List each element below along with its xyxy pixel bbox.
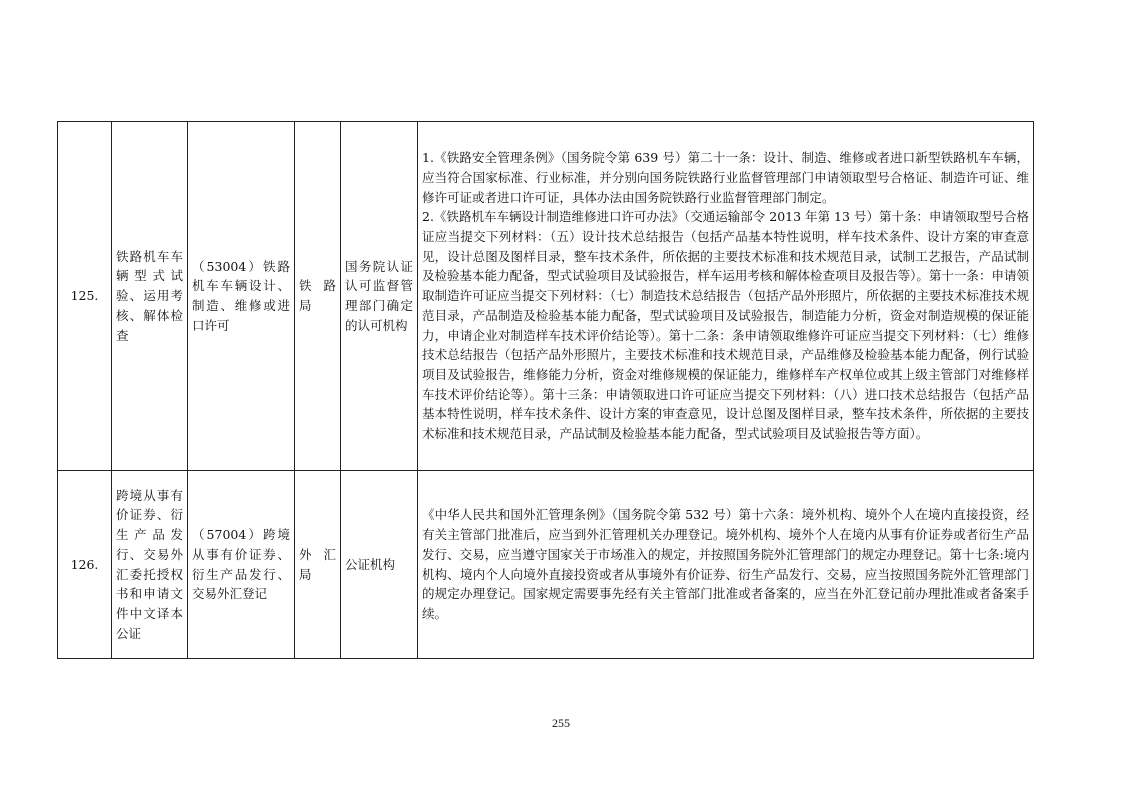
department: 外汇局 [295,471,341,659]
service-provider: 国务院认证认可监督管理部门确定的认可机构 [341,122,418,471]
items-table [57,121,1034,659]
row-number: 125. [58,122,112,471]
approval-item: （57004）跨境从事有价证券、衍生产品发行、交易外汇登记 [188,471,295,659]
table-row [58,471,1034,659]
service-name: 铁路机车车辆型式试验、运用考核、解体检查 [112,122,188,471]
service-provider: 公证机构 [341,471,418,659]
legal-basis [418,471,1034,659]
page-number: 255 [552,716,570,730]
table-row [58,122,1034,471]
row-number: 126. [58,471,112,659]
service-name: 跨境从事有价证券、衍生产品发行、交易外汇委托授权书和申请文件中文译本公证 [112,471,188,659]
legal-basis [418,122,1034,471]
legal-basis-paragraph: 2.《铁路机车车辆设计制造维修进口许可办法》（交通运输部令 2013 年第 13 号）第十条：申请领取型号合格证应当提交下列材料：（五）设计技术总结报告（包括产品基本特性说明，样车技术条件、设计方案的审查意见，设计总图及图样目录，整车技术条件，所依据的主要技术标准和技术规范目录，试制工艺报告，产品试制及检验基本能力配备，型式试验项目及试验报告，样车运用考核和解体检查项目及报告等）。第十一条：申请领取制造许可证应当提交下列材料：（七）制造技术总结报告（包括产品外形照片，所依据的主要技术标准技术规范目录，产品制造及检验基本能力配备，型式试验项目及试验报告，制造能力分析，资金对制造规模的保证能力，申请企业对制造样车技术评价结论等）。第十二条：条申请领取维修许可证应当提交下列材料：（七）维修技术总结报告（包括产品外形照片，主要技术标准和技术规范目录，产品维修及检验基本能力配备，例行试验项目及试验报告，维修能力分析，资金对维修规模的保证能力，维修样车产权单位或其上级主管部门对维修样车技术评价结论等）。第十三条：申请领取进口许可证应当提交下列材料：（八）进口技术总结报告（包括产品基本特性说明，样车技术条件、设计方案的审查意见，设计总图及图样目录，整车技术条件，所依据的主要技术标准和技术规范目录，产品试制及检验基本能力配备，型式试验项目及试验报告等方面）。 [422,209,1029,442]
department: 铁路局 [295,122,341,471]
legal-basis-paragraph: 1.《铁路安全管理条例》（国务院令第 639 号）第二十一条：设计、制造、维修或者进口新型铁路机车车辆，应当符合国家标准、行业标准，并分别向国务院铁路行业监督管理部门申请领取型号合格证、制造许可证、维修许可证或者进口许可证，具体办法由国务院铁路行业监督管理部门制定。 [422,150,1029,205]
approval-item: （53004）铁路机车车辆设计、制造、维修或进口许可 [188,122,295,471]
legal-basis-paragraph: 《中华人民共和国外汇管理条例》（国务院令第 532 号）第十六条：境外机构、境外个人在境内直接投资，经有关主管部门批准后，应当到外汇管理机关办理登记。境外机构、境外个人在境内从事有价证券或者衍生产品发行、交易，应当遵守国家关于市场准入的规定，并按照国务院外汇管理部门的规定办理登记。第十七条:境内机构、境内个人向境外直接投资或者从事境外有价证券、衍生产品发行、交易，应当按照国务院外汇管理部门的规定办理登记。国家规定需要事先经有关主管部门批准或者备案的，应当在外汇登记前办理批准或者备案手续。 [422,507,1029,621]
